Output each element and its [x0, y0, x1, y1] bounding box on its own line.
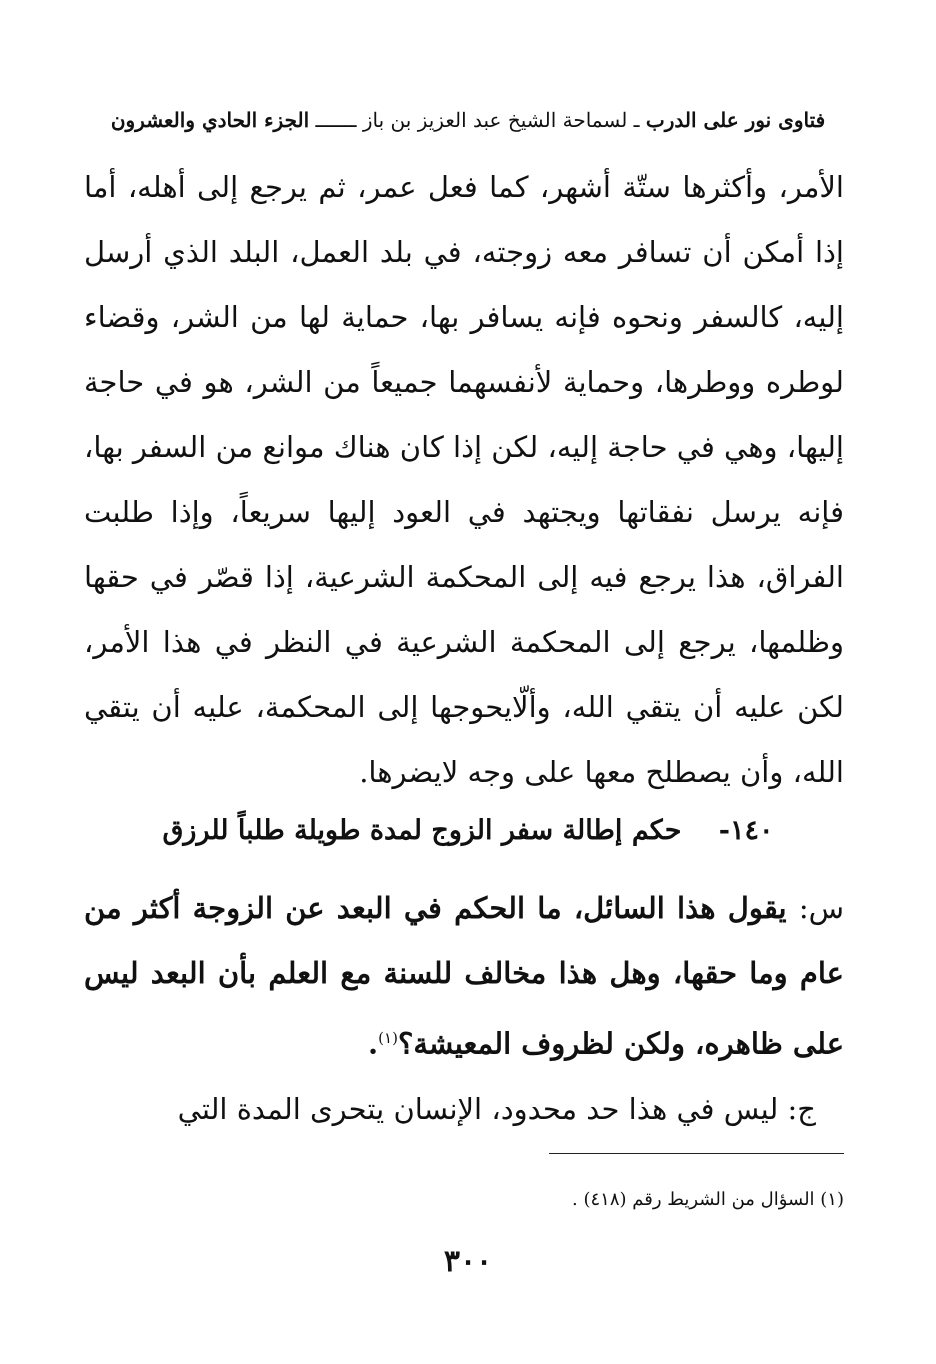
- answer-paragraph: [84, 1077, 816, 1142]
- answer-label: ج:: [787, 1091, 816, 1126]
- page-number: ٣٠٠: [443, 1244, 493, 1279]
- question-answer: [84, 876, 844, 1142]
- body-paragraph: الأمر، وأكثرها ستّة أشهر، كما فعل عمر، ثم يرجع إلى أهله، أما إذا أمكن أن تسافر معه زوجته، في بلد العمل، البلد الذي أرسل إليه، كالسفر ونحوه فإنه يسافر بها، حماية لها من الشر، وقضاء لوطره ووطرها، وحماية لأنفسهما جميعاً من الشر، هو في حاجة إليها، وهي في حاجة إليه، لكن إذا كان هناك موانع من السفر بها، فإنه يرسل نفقاتها ويجتهد في العود إليها سريعاً، وإذا طلبت الفراق، هذا يرجع فيه إلى المحكمة الشرعية، إذا قصّر في حقها وظلمها، يرجع إلى المحكمة الشرعية في النظر في هذا الأمر، لكن عليه أن يتقي الله، وألّايحوجها إلى المحكمة، عليه أن يتقي الله، وأن يصطلح معها على وجه لايضرها.: [84, 170, 844, 789]
- body-text: [84, 155, 844, 805]
- section-heading: [92, 806, 844, 856]
- book-title: فتاوى نور على الدرب: [645, 108, 826, 132]
- question-text: يقول هذا السائل، ما الحكم في البعد عن الزوجة أكثر من عام وما حقها، وهل هذا مخالف للسنة مع العلم بأن البعد ليس على ظاهره، ولكن لظروف المعيشة؟: [84, 891, 844, 1061]
- author-name: ـ لسماحة الشيخ عبد العزيز بن باز ـــــــ: [315, 108, 640, 132]
- question-label: س:: [798, 891, 844, 925]
- part-title: الجزء الحادي والعشرون: [110, 108, 310, 132]
- answer-text: ليس في هذا حد محدود، الإنسان يتحرى المدة التي: [177, 1091, 779, 1126]
- question-paragraph: س: يقول هذا السائل، ما الحكم في البعد عن الزوجة أكثر من عام وما حقها، وهل هذا مخالف للسنة مع العلم بأن البعد ليس على ظاهره، ولكن لظروف المعيشة؟$^{(١)}$.: [84, 891, 844, 1061]
- footnote-divider: [549, 1153, 844, 1154]
- section-number: ١٤٠-: [718, 815, 774, 846]
- footnote-reference: (١): [378, 1029, 398, 1047]
- running-header: [92, 100, 844, 140]
- section-title: حكم إطالة سفر الزوج لمدة طويلة طلباً للرزق: [162, 815, 682, 846]
- footnote: (١) السؤال من الشريط رقم (٤١٨) .: [572, 1189, 844, 1210]
